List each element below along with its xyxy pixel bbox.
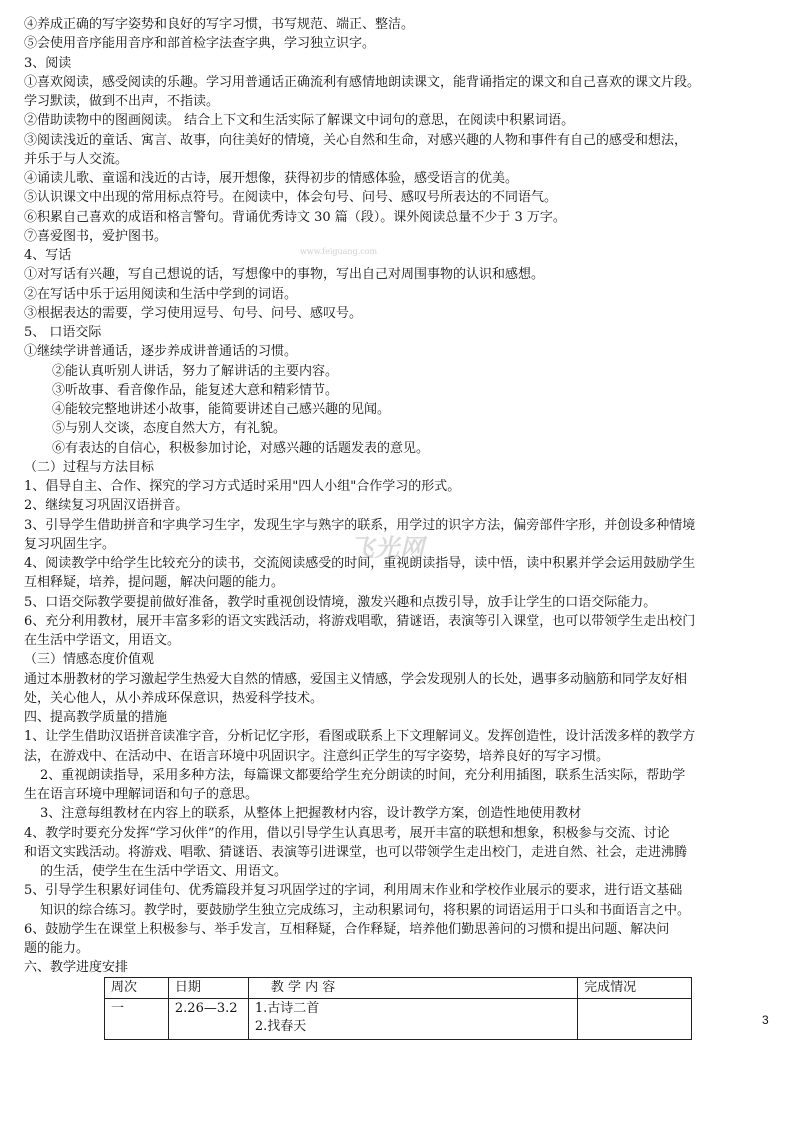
header-week: 周次 — [105, 978, 169, 999]
text-line: ④能较完整地讲述小故事，能简要讲述自己感兴趣的见闻。 — [52, 402, 391, 417]
text-line: 5、口语交际教学要提前做好准备，教学时重视创设情境，激发兴趣和点拨引导，放手让学生的口语交际能力。 — [24, 594, 657, 610]
text-line: ⑤认识课文中出现的常用标点符号。在阅读中，体会句号、问号、感叹号所表达的不同语气。 — [24, 190, 558, 206]
content-item: 1.古诗二首 — [254, 1001, 320, 1016]
page-number: 3 — [762, 1013, 769, 1027]
text-line: ⑤会使用音序能用音序和部首检字法查字典，学习独立识字。 — [24, 36, 376, 52]
text-line: 5、引导学生积累好词佳句、优秀篇段并复习巩固学过的字词，利用周末作业和学校作业展示的要求，进行语文基础 — [24, 883, 683, 899]
header-date: 日期 — [168, 978, 248, 999]
text-line: 3、引导学生借助拼音和字典学习生字，发现生字与熟字的联系，用学过的识字方法，偏旁部件字形，并创设多种情境 — [24, 517, 696, 533]
text-line: 1、让学生借助汉语拼音读准字音，分析记忆字形，看图或联系上下文理解词义。发挥创造性，设计活泼多样的教学方 — [24, 729, 696, 745]
text-line: ②在写话中乐于运用阅读和生活中学到的词语。 — [24, 286, 298, 302]
text-line: 通过本册教材的学习激起学生热爱大自然的情感，爱国主义情感，学会发现别人的长处，遇事多动脑筋和同学友好相 — [24, 671, 688, 687]
text-line: 学习默读，做到不出声，不指读。 — [24, 94, 220, 109]
text-line: 法，在游戏中、在活动中、在语言环境中巩固识字。注意纠正学生的写字姿势，培养良好的写字习惯。 — [24, 748, 610, 764]
table-row — [105, 999, 692, 1040]
text-line: 5、 口语交际 — [24, 325, 102, 340]
text-line: 2、重视朗读指导，采用多种方法，每篇课文都要给学生充分朗读的时间，充分利用插图，联系生活实际，帮助学 — [40, 767, 686, 783]
text-line: 6、鼓励学生在课堂上积极参与、举手发言，互相释疑，合作释疑，培养他们勤思善问的习惯和提出问题、解决问 — [24, 921, 670, 937]
text-line: ①继续学讲普通话，逐步养成讲普通话的习惯。 — [24, 344, 298, 360]
text-line: 4、教学时要充分发挥“学习伙伴”的作用，借以引导学生认真思考，展开丰富的联想和想象，积极参与交流、讨论 — [24, 825, 670, 841]
text-line: 在生活中学语文，用语文。 — [24, 633, 181, 648]
cell-status — [578, 999, 692, 1040]
text-line: ①喜欢阅读，感受阅读的乐趣。学习用普通话正确流利有感情地朗读课文，能背诵指定的课文和自己喜欢的课文片段。 — [24, 74, 701, 90]
text-line: ⑥积累自己喜欢的成语和格言警句。背诵优秀诗文 30 篇（段）。课外阅读总量不少于 3 万字。 — [24, 209, 566, 225]
text-line: 知识的综合练习。教学时，要鼓励学生独立完成练习，主动积累词句，将积累的词语运用于口头和书面语言之中。 — [40, 902, 691, 918]
content-item: 2.找春天 — [254, 1019, 307, 1034]
watermark: 飞光网 — [350, 533, 425, 562]
schedule-header-row — [105, 978, 692, 999]
header-content: 教 学 内 容 — [248, 978, 577, 999]
text-line: 处，关心他人，从小养成环保意识，热爱科学技术。 — [24, 690, 324, 706]
text-line: ④诵读儿歌、童谣和浅近的古诗，展开想像，获得初步的情感体验，感受语言的优美。 — [24, 171, 519, 186]
text-line: 四、提高教学质量的措施 — [24, 710, 168, 725]
text-line: 的生活，使学生在生活中学语文、用语文。 — [40, 864, 288, 879]
cell-week: 一 — [105, 999, 169, 1040]
text-line: ⑦喜爱图书，爱护图书。 — [24, 228, 168, 244]
text-line: 生在语言环境中理解词语和句子的意思。 — [24, 787, 259, 802]
text-line: 4、阅读教学中给学生比较充分的读书，交流阅读感受的时间，重视朗读指导，读中悟，读中积累并学会运用鼓励学生 — [24, 556, 696, 571]
schedule-table — [104, 977, 692, 1040]
text-line: 题的能力。 — [24, 941, 90, 956]
text-line: 1、倡导自主、合作、探究的学习方式适时采用"四人小组"合作学习的形式。 — [24, 479, 461, 494]
watermark-url: www.feiguang.com — [300, 247, 378, 256]
text-line: ①对写话有兴趣，写自己想说的话，写想像中的事物，写出自己对周围事物的认识和感想。 — [24, 267, 545, 283]
text-line: ③听故事、看音像作品，能复述大意和精彩情节。 — [52, 382, 339, 398]
text-line: 和语文实践活动。将游戏、唱歌、猜谜语、表演等引进课堂，也可以带领学生走出校门，走进自然、社会，走进沸腾 — [24, 844, 688, 860]
cell-date: 2.26—3.2 — [168, 999, 248, 1040]
text-line: 4、写话 — [24, 248, 72, 263]
text-line: ③阅读浅近的童话、寓言、故事，向往美好的情境，关心自然和生命，对感兴趣的人物和事件有自己的感受和想法， — [24, 132, 688, 148]
text-line: ⑤与别人交谈，态度自然大方，有礼貌。 — [52, 421, 287, 437]
text-line: ⑥有表达的自信心，积极参加讨论，对感兴趣的话题发表的意见。 — [52, 440, 430, 456]
text-line: 6、充分利用教材，展开丰富多彩的语文实践活动，将游戏唱歌，猜谜语，表演等引入课堂，也可以带领学生走出校门 — [24, 613, 696, 629]
text-line: 2、继续复习巩固汉语拼音。 — [24, 498, 189, 514]
text-line: 并乐于与人交流。 — [24, 151, 129, 167]
text-line: ②能认真听别人讲话，努力了解讲话的主要内容。 — [52, 363, 339, 379]
text-line: 六、教学进度安排 — [24, 960, 129, 976]
text-line: ③根据表达的需要，学习使用逗号、句号、问号、感叹号。 — [24, 305, 363, 321]
text-line: 互相释疑，培养，提问题，解决问题的能力。 — [24, 575, 285, 591]
text-line: （二）过程与方法目标 — [24, 459, 155, 475]
text-line: ④养成正确的写字姿势和良好的写字习惯，书写规范、端正、整洁。 — [24, 17, 415, 32]
text-line: ②借助读物中的图画阅读。 结合上下文和生活实际了解课文中词句的意思，在阅读中积累词语。 — [24, 113, 575, 129]
text-line: 复习巩固生字。 — [24, 536, 116, 552]
text-line: 3、注意每组教材在内容上的联系，从整体上把握教材内容，设计教学方案，创造性地使用教材 — [40, 806, 582, 822]
text-line: 3、阅读 — [24, 55, 72, 71]
header-status: 完成情况 — [578, 978, 692, 999]
cell-content — [248, 999, 577, 1040]
text-line: （三）情感态度价值观 — [24, 652, 155, 668]
